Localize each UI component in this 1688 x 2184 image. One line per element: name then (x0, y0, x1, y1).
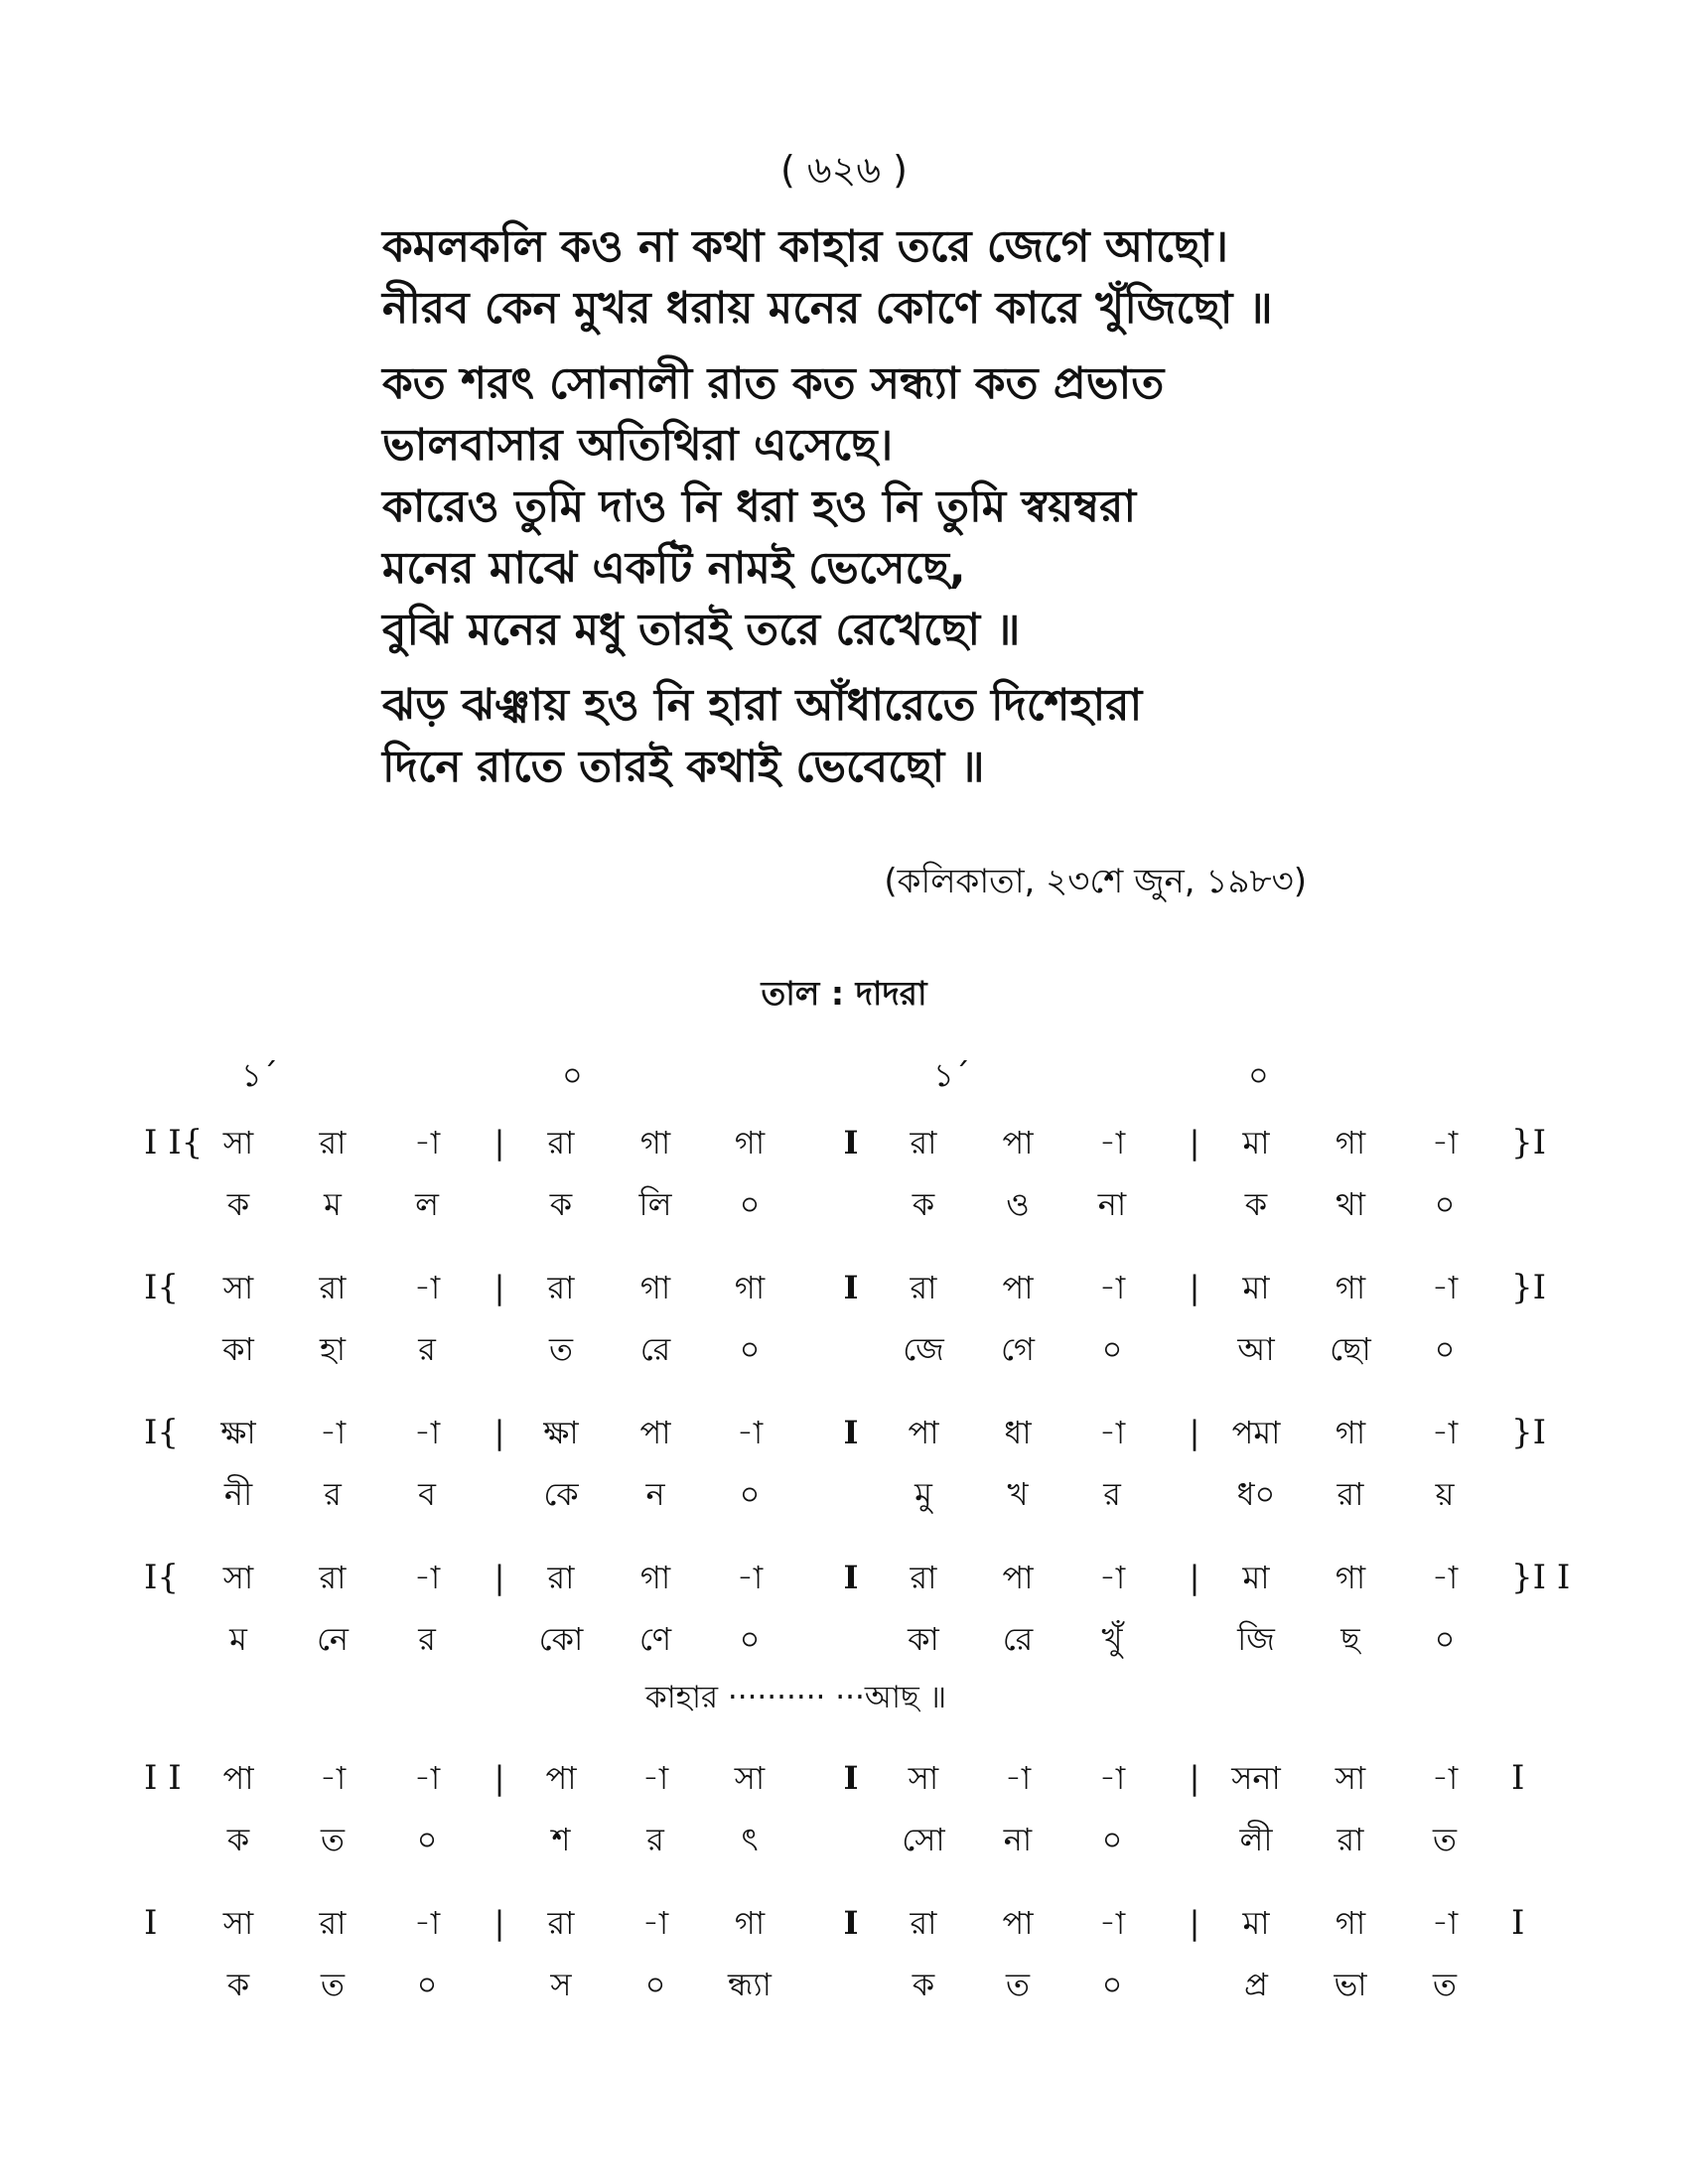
lyric-line: কত শরৎ সোনালী রাত কত সন্ধ্যা কত প্রভাত (382, 358, 1165, 409)
lyric-syllable: ত (320, 1966, 345, 2003)
swara-note: রা (910, 1269, 937, 1306)
swara-note: পা (222, 1759, 254, 1797)
lyric-syllable: ০ (739, 1185, 761, 1223)
swara-row (0, 1112, 1688, 1173)
swara-note: মা (1242, 1124, 1270, 1161)
beat-divider: | (493, 1559, 505, 1596)
lyric-syllable: ০ (416, 1966, 438, 2003)
lyric-syllable: ক (912, 1966, 935, 2003)
beat-divider: | (493, 1414, 505, 1451)
swara-note: রা (547, 1904, 575, 1942)
lyric-syllable: মু (914, 1475, 932, 1513)
lyric-syllable: ক (1244, 1185, 1268, 1223)
refrain-text: কাহার ·········· ···আছ ॥ (645, 1680, 947, 1715)
lyric-syllable: ০ (644, 1966, 666, 2003)
swara-note: -া (1098, 1904, 1126, 1942)
swara-note: পা (1002, 1124, 1034, 1161)
tala-heading: তাল : দাদরা (761, 974, 927, 1013)
swara-note: -া (1431, 1414, 1459, 1451)
swara-note: সা (734, 1759, 766, 1797)
swara-note: -া (1431, 1124, 1459, 1161)
swara-note: -া (413, 1759, 441, 1797)
lyric-syllable: য় (1435, 1475, 1455, 1513)
lyric-syllable: ধ০ (1236, 1475, 1276, 1513)
lyric-syllable: ক (226, 1821, 250, 1858)
beat-divider: | (493, 1904, 505, 1942)
bar-close: }I (1511, 1413, 1547, 1452)
lyric-syllable: ত (548, 1330, 573, 1368)
lyric-syllable: জে (903, 1330, 944, 1368)
lyric-syllable: ও (1006, 1185, 1030, 1223)
swara-note: -া (1431, 1759, 1459, 1797)
lyric-syllable: ছো (1330, 1330, 1371, 1368)
stanza (382, 675, 1375, 798)
lyric-syllable: কা (908, 1620, 939, 1658)
swara-note: -া (1098, 1269, 1126, 1306)
lyric-syllable: ৎ (741, 1821, 759, 1858)
swara-note: -া (1098, 1124, 1126, 1161)
swara-note: -া (413, 1269, 441, 1306)
swara-note: -া (413, 1559, 441, 1596)
swara-note: গা (734, 1904, 766, 1942)
lyric-syllable: সো (902, 1821, 945, 1858)
lyric-syllable: ০ (1434, 1185, 1456, 1223)
lyric-syllable: ক (226, 1185, 250, 1223)
bar-close: }I (1511, 1268, 1547, 1307)
swara-note: -া (1431, 1559, 1459, 1596)
beat-divider: | (1189, 1759, 1200, 1797)
swara-note: গা (639, 1269, 671, 1306)
lyric-syllable: র (1103, 1475, 1121, 1513)
beat-marks (0, 1050, 1688, 1100)
beat-divider: | (1189, 1269, 1200, 1306)
swara-note: রা (547, 1124, 575, 1161)
bar-open: I{ (144, 1268, 180, 1307)
lyric-line: ঝড় ঝঞ্ঝায় হও নি হারা আঁধারেতে দিশেহারা (382, 680, 1143, 731)
beat-divider: | (493, 1759, 505, 1797)
beat-mark: ০ (562, 1056, 583, 1094)
lyric-syllable: ০ (1101, 1821, 1123, 1858)
beat-divider: | (493, 1124, 505, 1161)
section-bar: I (843, 1904, 859, 1942)
swara-note: -া (641, 1759, 669, 1797)
beat-divider: | (1189, 1559, 1200, 1596)
lyric-syllable: প্র (1244, 1966, 1268, 2003)
lyric-syllable: ত (1005, 1966, 1030, 2003)
beat-mark: ০ (1248, 1056, 1269, 1094)
lyric-syllable: ত (320, 1821, 345, 1858)
swara-note: -া (736, 1559, 764, 1596)
page-number: ( ৬২৬ ) (780, 148, 908, 192)
swara-note: সা (222, 1559, 254, 1596)
block-gap (0, 1725, 1688, 1747)
lyric-syllable-row (0, 1809, 1688, 1870)
lyric-syllable: ০ (416, 1821, 438, 1858)
bar-open: I I{ (144, 1123, 204, 1162)
swara-note: সা (222, 1904, 254, 1942)
swara-note: ক্ষা (220, 1414, 256, 1451)
lyric-line: ভালবাসার অতিথিরা এসেছে। (382, 420, 894, 471)
lyric-syllable: ০ (739, 1475, 761, 1513)
lyric-syllable: র (418, 1620, 436, 1658)
section-bar: I (843, 1559, 859, 1596)
swara-note: রা (910, 1904, 937, 1942)
lyric-syllable: থা (1335, 1185, 1365, 1223)
lyric-syllable: ত (1432, 1821, 1457, 1858)
swara-note: পা (639, 1414, 671, 1451)
swara-note: পা (1002, 1269, 1034, 1306)
bar-open: I (144, 1903, 158, 1943)
lyric-syllable: শ (551, 1821, 571, 1858)
bar-open: I{ (144, 1413, 180, 1452)
lyric-syllable: না (1003, 1821, 1033, 1858)
lyric-syllable: র (324, 1475, 342, 1513)
lyric-syllable: স (550, 1966, 572, 2003)
lyric-syllable: কা (222, 1330, 254, 1368)
swara-note: গা (639, 1559, 671, 1596)
lyric-syllable-row (0, 1608, 1688, 1670)
bar-close: I (1511, 1758, 1525, 1798)
lyric-syllable: ম (229, 1620, 247, 1658)
swara-note: গা (1335, 1904, 1366, 1942)
beat-divider: | (493, 1269, 505, 1306)
lyric-syllable: লী (1239, 1821, 1273, 1858)
lyric-line: নীরব কেন মুখর ধরায় মনের কোণে কারে খুঁজিছো ॥ (382, 283, 1273, 334)
swara-note: -া (1098, 1759, 1126, 1797)
swara-note: -া (1098, 1559, 1126, 1596)
place-date: (কলিকাতা, ২৩শে জুন, ১৯৮৩) (884, 862, 1307, 901)
swara-note: পা (908, 1414, 939, 1451)
swara-row (0, 1402, 1688, 1463)
lyric-syllable: রে (639, 1330, 671, 1368)
swara-note: মা (1242, 1269, 1270, 1306)
lyric-syllable: খুঁ (1101, 1620, 1123, 1658)
swara-note: ধা (1004, 1414, 1032, 1451)
lyric-line: বুঝি মনের মধু তারই তরে রেখেছো ॥ (382, 605, 1021, 655)
lyric-syllable: কো (538, 1620, 584, 1658)
beat-divider: | (1189, 1904, 1200, 1942)
lyric-syllable: ক (226, 1966, 250, 2003)
swara-note: সা (222, 1124, 254, 1161)
lyric-line: মনের মাঝে একটি নামই ভেসেছে, (382, 543, 966, 594)
swara-note: -া (736, 1414, 764, 1451)
swara-note: সা (1335, 1759, 1366, 1797)
swara-note: গা (734, 1269, 766, 1306)
section-bar: I (843, 1269, 859, 1306)
swara-row (0, 1547, 1688, 1608)
block-gap (0, 1380, 1688, 1402)
swara-note: রা (319, 1559, 347, 1596)
swara-note: -া (413, 1124, 441, 1161)
swaralipi-notation (0, 1112, 1688, 2015)
lyric-syllable: রা (1336, 1821, 1364, 1858)
swara-note: -া (1431, 1269, 1459, 1306)
bar-open: I{ (144, 1558, 180, 1597)
lyric-syllable: ন্ধ্যা (728, 1966, 772, 2003)
lyric-syllable: ০ (739, 1330, 761, 1368)
lyric-syllable: ছ (1340, 1620, 1360, 1658)
swara-note: রা (547, 1559, 575, 1596)
swara-note: গা (1335, 1559, 1366, 1596)
swara-note: সনা (1231, 1759, 1281, 1797)
swara-row (0, 1892, 1688, 1954)
lyric-syllable: রা (1336, 1475, 1364, 1513)
section-bar: I (843, 1124, 859, 1161)
swara-note: পা (1002, 1559, 1034, 1596)
lyric-syllable: ০ (1101, 1330, 1123, 1368)
swara-note: সা (222, 1269, 254, 1306)
lyric-syllable: জি (1237, 1620, 1275, 1658)
section-bar: I (843, 1759, 859, 1797)
swara-note: -া (413, 1414, 441, 1451)
swara-note: -া (319, 1759, 347, 1797)
lyric-syllable: ন (645, 1475, 665, 1513)
lyric-syllable: রে (1002, 1620, 1034, 1658)
swara-note: পা (1002, 1904, 1034, 1942)
swara-note: গা (734, 1124, 766, 1161)
bar-open: I I (144, 1758, 182, 1798)
lyric-syllable: ০ (1434, 1330, 1456, 1368)
lyric-syllable: খ (1007, 1475, 1029, 1513)
lyric-syllable: র (418, 1330, 436, 1368)
lyric-syllable: হা (319, 1330, 347, 1368)
swara-note: -া (1098, 1414, 1126, 1451)
swara-row (0, 1257, 1688, 1318)
bar-close: }I (1511, 1123, 1547, 1162)
lyric-syllable: ব (418, 1475, 436, 1513)
lyric-syllable-row (0, 1318, 1688, 1380)
lyric-syllable: গে (1001, 1330, 1035, 1368)
block-gap (0, 1235, 1688, 1257)
swara-note: রা (910, 1559, 937, 1596)
beat-mark: ১´ (933, 1056, 970, 1094)
lyric-syllable: আ (1237, 1330, 1275, 1368)
lyric-line: কমলকলি কও না কথা কাহার তরে জেগে আছো। (382, 221, 1229, 272)
swara-note: -া (641, 1904, 669, 1942)
lyric-syllable: ণে (638, 1620, 672, 1658)
swara-note: রা (910, 1124, 937, 1161)
refrain-marker (0, 1670, 1688, 1725)
swara-note: রা (319, 1124, 347, 1161)
lyric-syllable: কে (543, 1475, 579, 1513)
song-lyrics (382, 216, 1375, 812)
block-gap (0, 1525, 1688, 1547)
swara-note: গা (1335, 1269, 1366, 1306)
lyric-syllable-row (0, 1463, 1688, 1525)
stanza (382, 353, 1375, 661)
beat-mark: ১´ (241, 1056, 278, 1094)
lyric-syllable: ০ (1434, 1620, 1456, 1658)
lyric-syllable: নে (316, 1620, 350, 1658)
bar-close: }I I (1511, 1558, 1571, 1597)
lyric-syllable-row (0, 1954, 1688, 2015)
lyric-syllable: ০ (739, 1620, 761, 1658)
swara-note: মা (1242, 1904, 1270, 1942)
block-gap (0, 1870, 1688, 1892)
swara-note: ক্ষা (543, 1414, 579, 1451)
swara-row (0, 1747, 1688, 1809)
lyric-syllable: ল (415, 1185, 439, 1223)
swara-note: রা (319, 1269, 347, 1306)
lyric-syllable-row (0, 1173, 1688, 1235)
swara-note: গা (1335, 1124, 1366, 1161)
stanza (382, 216, 1375, 340)
swara-note: মা (1242, 1559, 1270, 1596)
swara-note: -া (1431, 1904, 1459, 1942)
lyric-syllable: ভা (1334, 1966, 1367, 2003)
swara-note: সা (908, 1759, 939, 1797)
lyric-syllable: ক (549, 1185, 573, 1223)
bar-close: I (1511, 1903, 1525, 1943)
swara-note: পা (545, 1759, 577, 1797)
swara-note: গা (1335, 1414, 1366, 1451)
swara-note: পমা (1231, 1414, 1281, 1451)
lyric-syllable: ক (912, 1185, 935, 1223)
swara-note: রা (319, 1904, 347, 1942)
lyric-syllable: না (1097, 1185, 1127, 1223)
swara-note: রা (547, 1269, 575, 1306)
lyric-syllable: নী (223, 1475, 253, 1513)
swara-note: -া (1004, 1759, 1032, 1797)
lyric-syllable: র (646, 1821, 664, 1858)
lyric-syllable: ম (324, 1185, 342, 1223)
lyric-syllable: ত (1432, 1966, 1457, 2003)
beat-divider: | (1189, 1414, 1200, 1451)
beat-divider: | (1189, 1124, 1200, 1161)
swara-note: -া (413, 1904, 441, 1942)
swara-note: গা (639, 1124, 671, 1161)
lyric-line: কারেও তুমি দাও নি ধরা হও নি তুমি স্বয়ম্বরা (382, 481, 1137, 532)
swara-note: -া (319, 1414, 347, 1451)
lyric-syllable: লি (638, 1185, 672, 1223)
lyric-line: দিনে রাতে তারই কথাই ভেবেছো ॥ (382, 742, 985, 792)
lyric-syllable: ০ (1101, 1966, 1123, 2003)
section-bar: I (843, 1414, 859, 1451)
